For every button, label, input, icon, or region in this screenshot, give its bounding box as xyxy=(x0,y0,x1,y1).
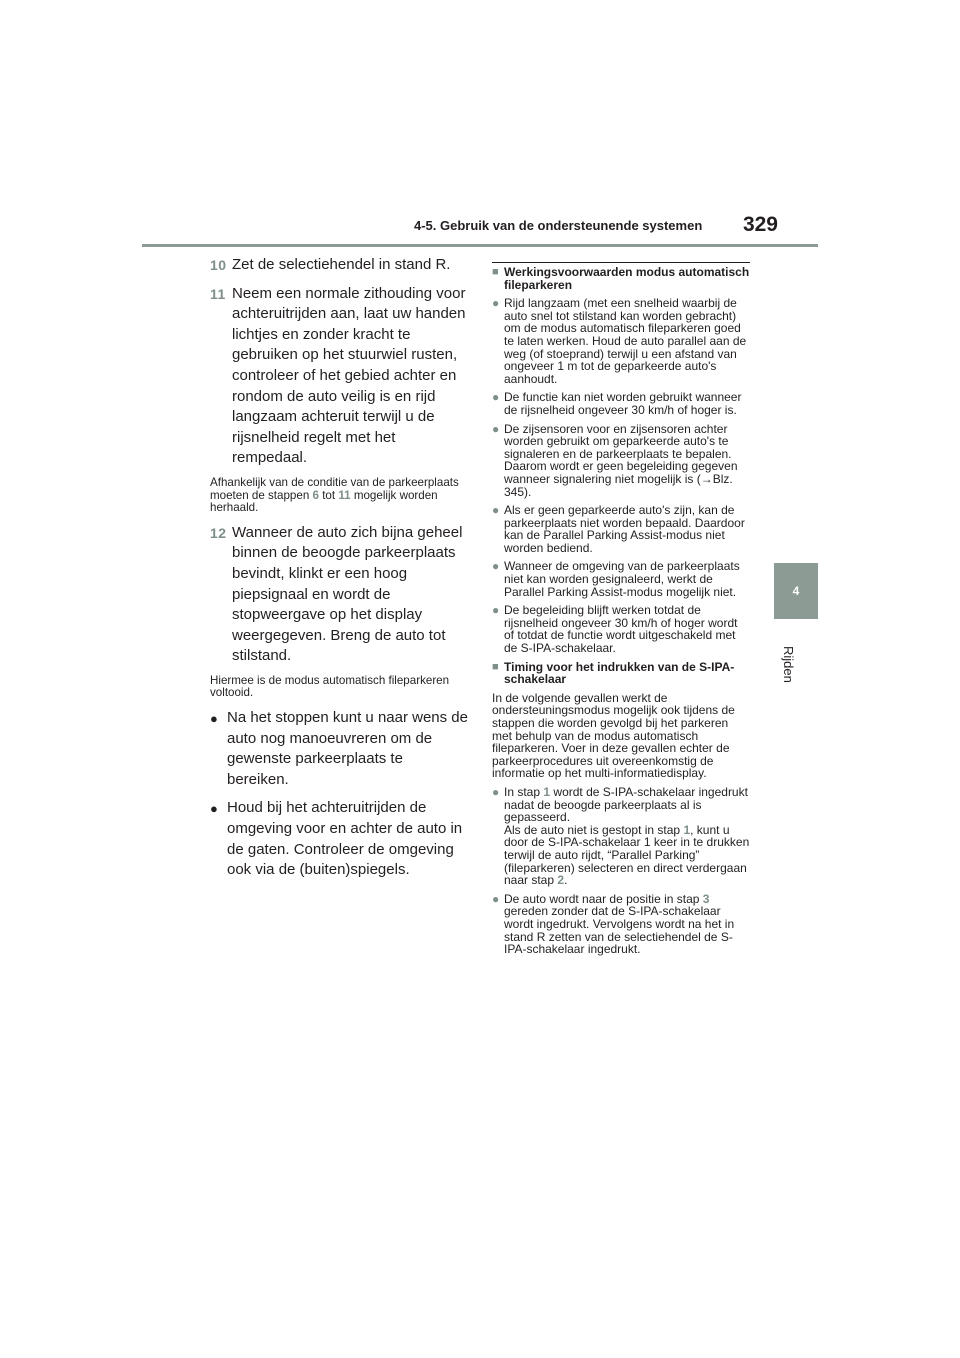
list-item: ● De auto wordt naar de positie in stap 3 gereden zonder dat de S-IPA-schakelaar wordt ingedrukt. Vervolgens wordt na het in stand R zetten van de selectiehendel de S-IPA-schakelaar ingedrukt. xyxy=(492,891,735,957)
bullet-icon: ● xyxy=(492,390,500,405)
completion-note: Hiermee is de modus automatisch fileparkeren voltooid. xyxy=(210,673,450,700)
section-heading: ■ Werkingsvoorwaarden modus automatisch fileparkeren xyxy=(492,265,750,292)
bullet-icon: ● xyxy=(492,559,500,574)
step-number: 10 xyxy=(210,257,227,273)
step-text: Neem een normale zithouding voor achteruitrijden aan, laat uw handen lichtjes en zonder kracht te gebruiken op het stuurwiel rusten, controleer of het gebied achter en rondom de auto veilig is en rijd langzaam achteruit terwijl u de rijsnelheid regelt met het rempedaal. xyxy=(232,284,466,467)
list-item: ● Houd bij het achteruitrijden de omgeving voor en achter de auto in de gaten. Controleer de omgeving ook via de (buiten)spiegels. xyxy=(210,798,468,880)
right-column xyxy=(492,262,750,962)
bullet-icon: ● xyxy=(492,891,500,906)
section-divider xyxy=(492,262,750,263)
square-bullet-icon: ■ xyxy=(492,660,499,673)
chapter-tab-number: 4 xyxy=(792,584,800,598)
step-text: Zet de selectiehendel in stand R. xyxy=(232,256,451,273)
bullet-icon: ● xyxy=(210,711,218,727)
step-ref: 1 xyxy=(543,784,551,799)
header-divider xyxy=(142,244,818,247)
bullet-icon: ● xyxy=(492,296,500,311)
list-item: ● Na het stoppen kunt u naar wens de auto nog manoeuvreren om de gewenste parkeerplaats te bereiken. xyxy=(210,708,468,790)
list-item: ● De zijsensoren voor en zijsensoren achter worden gebruikt om geparkeerde auto's te signaleren en de parkeerplaats te bepalen. Daarom wordt er geen begeleiding gegeven wanneer signalering niet mogelijk is (→Blz. 345). xyxy=(492,421,738,499)
bullet-icon: ● xyxy=(492,421,500,436)
step-ref: 6 xyxy=(312,488,319,502)
list-item: ● Als er geen geparkeerde auto's zijn, kan de parkeerplaats niet worden bepaald. Daardoor kan de Parallel Parking Assist-modus niet worden bediend. xyxy=(492,503,745,555)
step-ref: 1 xyxy=(683,822,691,837)
paragraph: In de volgende gevallen werkt de ondersteuningsmodus mogelijk ook tijdens de stappen die worden gevolgd bij het parkeren met behulp van de modus automatisch fileparkeren. Voer in deze gevallen echter de parkeerprocedures uit overeenkomstig de informatie op het multi-informatiedisplay. xyxy=(492,690,735,781)
step-10 xyxy=(210,255,468,276)
bullet-icon: ● xyxy=(492,784,500,799)
bullet-icon: ● xyxy=(210,801,218,817)
step-11 xyxy=(210,284,468,469)
step-12 xyxy=(210,523,468,667)
bullet-icon: ● xyxy=(492,503,500,518)
bullet-icon: ● xyxy=(492,603,500,618)
step-ref: 11 xyxy=(338,488,351,502)
list-item: ● De functie kan niet worden gebruikt wanneer de rijsnelheid ongeveer 30 km/h of hoger is. xyxy=(492,390,742,417)
page-number: 329 xyxy=(742,213,778,236)
list-item: ● In stap 1 wordt de S-IPA-schakelaar ingedrukt nadat de beoogde parkeerplaats al is gepasseerd. Als de auto niet is gestopt in stap 1, kunt u door de S-IPA-schakelaar 1 keer in te drukken terwijl de auto rijdt, “Parallel Parking” (fileparkeren) selecteren en direct verdergaan naar stap 2. xyxy=(492,784,750,888)
list-item: ● De begeleiding blijft werken totdat de rijsnelheid ongeveer 30 km/h of hoger wordt of totdat de functie wordt uitgeschakeld met de S-IPA-schakelaar. xyxy=(492,603,738,656)
chapter-tab xyxy=(774,563,818,619)
step-ref: 2 xyxy=(557,873,565,888)
step-text: Wanneer de auto zich bijna geheel binnen de beoogde parkeerplaats bevindt, klinkt er een hoog piepsignaal en wordt de stopweergave op het display weergegeven. Breng de auto tot stilstand. xyxy=(232,523,463,665)
square-bullet-icon: ■ xyxy=(492,266,499,278)
section-title: 4-5. Gebruik van de ondersteunende systemen xyxy=(414,218,703,233)
repeat-steps-note: Afhankelijk van de conditie van de parkeerplaats moeten de stappen 6 tot 11 mogelijk worden herhaald. xyxy=(210,475,459,515)
step-ref: 3 xyxy=(702,891,710,906)
step-number: 12 xyxy=(210,524,227,541)
chapter-label: Rijden xyxy=(781,646,796,683)
list-item: ● Wanneer de omgeving van de parkeerplaats niet kan worden gesignaleerd, werkt de Parallel Parking Assist-modus mogelijk niet. xyxy=(492,559,740,599)
section-heading: ■ Timing voor het indrukken van de S-IPA-schakelaar xyxy=(492,659,735,687)
left-column xyxy=(210,255,468,889)
step-number: 11 xyxy=(210,285,226,302)
list-item: ● Rijd langzaam (met een snelheid waarbij de auto snel tot stilstand kan worden gebracht) om de modus automatisch fileparkeren goed te laten werken. Houd de auto parallel aan de weg (of stoeprand) terwijl u een afstand van ongeveer 1 m tot de geparkeerde auto's aanhoudt. xyxy=(492,296,747,386)
